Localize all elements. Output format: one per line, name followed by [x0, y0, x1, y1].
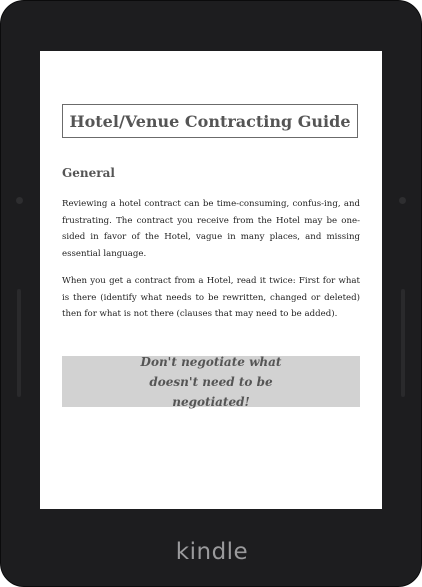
- paragraph-reviewing: Reviewing a hotel contract can be time-consuming, confus-ing, and frustrating. The contract you receive from the Hotel may be one-sided in favor of the Hotel, vague in many places, and missing essential language.: [62, 199, 360, 259]
- left-page-turn-button[interactable]: [17, 289, 21, 397]
- callout-text: Don't negotiate what doesn't need to be negotiated!: [140, 354, 282, 409]
- kindle-logo: kindle: [175, 539, 249, 565]
- section-heading: General: [62, 166, 115, 180]
- right-page-turn-button[interactable]: [401, 289, 405, 397]
- right-sensor-dot: [399, 197, 406, 204]
- reader-screen[interactable]: [40, 51, 382, 509]
- left-sensor-dot: [16, 197, 23, 204]
- paragraph-read-twice: When you get a contract from a Hotel, read it twice: First for what is there (identify what needs to be rewritten, changed or deleted) then for what is not there (clauses that may need to be added).: [62, 276, 360, 319]
- callout-box: [62, 356, 360, 407]
- page-title: Hotel/Venue Contracting Guide: [62, 104, 358, 138]
